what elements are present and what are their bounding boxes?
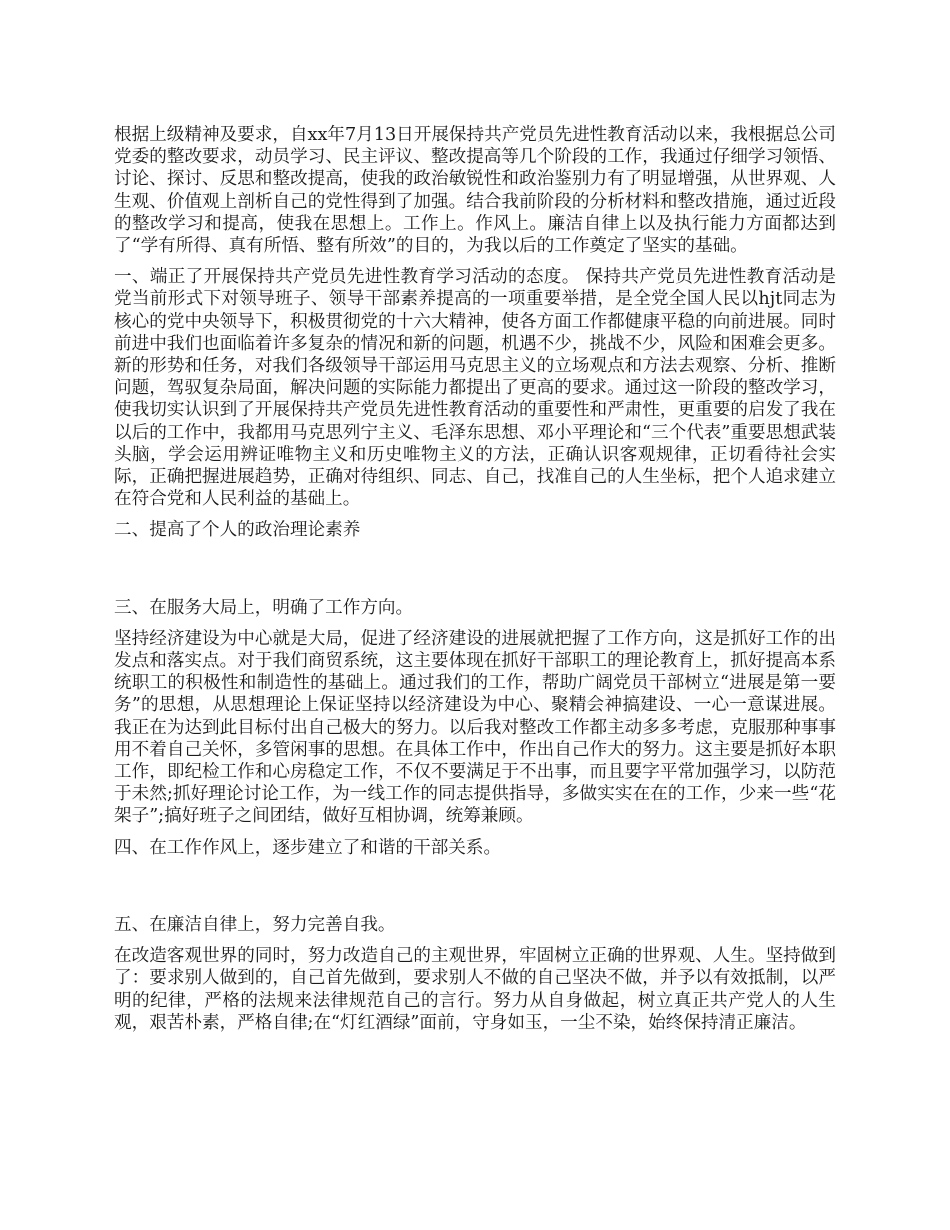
section-one-paragraph: 一、端正了开展保持共产党员先进性教育学习活动的态度。 保持共产党员先进性教育活动是党当前形式下对领导班子、领导干部素养提高的一项重要举措，是全党全国人民以hjt同志为核心的党中央领导下，积极贯彻党的十六大精神，使各方面工作都健康平稳的向前进展。同时前进中我们也面临着许多复杂的情况和新的问题，机遇不少，挑战不少，风险和困难会更多。新的形势和任务，对我们各级领导干部运用马克思主义的立场观点和方法去观察、分析、推断问题，驾驭复杂局面，解决问题的实际能力都提出了更高的要求。通过这一阶段的整改学习，使我切实认识到了开展保持共产党员先进性教育活动的重要性和严肃性，更重要的启发了我在以后的工作中，我都用马克思列宁主义、毛泽东思想、邓小平理论和“三个代表”重要思想武装头脑，学会运用辨证唯物主义和历史唯物主义的方法，正确认识客观规律，正切看待社会实际，正确把握进展趋势，正确对待组织、同志、自己，找准自己的人生坐标，把个人追求建立在符合党和人民利益的基础上。 — [114, 267, 836, 510]
section-three-heading: 三、在服务大局上，明确了工作方向。 — [114, 597, 414, 618]
section-four-heading: 四、在工作作风上，逐步建立了和谐的干部关系。 — [114, 837, 502, 858]
blank-spacer — [114, 868, 836, 914]
blank-spacer — [114, 551, 836, 597]
section-five-heading: 五、在廉洁自律上，努力完善自我。 — [114, 914, 396, 935]
section-three-paragraph: 坚持经济建设为中心就是大局，促进了经济建设的进展就把握了工作方向，这是抓好工作的出发点和落实点。对于我们商贸系统，这主要体现在抓好干部职工的理论教育上，抓好提高本系统职工的积极性和制造性的基础上。通过我们的工作，帮助广阔党员干部树立“进展是第一要务”的思想，从思想理论上保证坚持以经济建设为中心、聚精会神搞建设、一心一意谋进展。我正在为达到此目标付出自己极大的努力。以后我对整改工作都主动多多考虑，克服那种事事用不着自己关怀，多管闲事的思想。在具体工作中，作出自己作大的努力。这主要是抓好本职工作，即纪检工作和心房稳定工作，不仅不要满足于不出事，而且要字平常加强学习，以防范于未然;抓好理论讨论工作，为一线工作的同志提供指导，多做实实在在的工作，少来一些“花架子”;搞好班子之间团结，做好互相协调，统筹兼顾。 — [114, 628, 836, 827]
section-five-paragraph: 在改造客观世界的同时，努力改造自己的主观世界，牢固树立正确的世界观、人生。坚持做到了：要求别人做到的，自己首先做到，要求别人不做的自己坚决不做，并予以有效抵制，以严明的纪律，严格的法规来法律规范自己的言行。努力从自身做起，树立真正共产党人的人生观，艰苦朴素，严格自律;在“灯红酒绿”面前，守身如玉，一尘不染，始终保持清正廉洁。 — [114, 946, 836, 1033]
document-body — [114, 124, 836, 1043]
intro-paragraph: 根据上级精神及要求，自xx年7月13日开展保持共产党员先进性教育活动以来，我根据总公司党委的整改要求，动员学习、民主评议、整改提高等几个阶段的工作，我通过仔细学习领悟、讨论、探讨、反思和整改提高，使我的政治敏锐性和政治鉴别力有了明显增强，从世界观、人生观、价值观上剖析自己的党性得到了加强。结合我前阶段的分析材料和整改措施，通过近段的整改学习和提高，使我在思想上。工作上。作风上。廉洁自律上以及执行能力方面都达到了“学有所得、真有所悟、整有所效”的目的，为我以后的工作奠定了坚实的基础。 — [114, 125, 836, 257]
section-two-heading: 二、提高了个人的政治理论素养 — [114, 520, 361, 541]
